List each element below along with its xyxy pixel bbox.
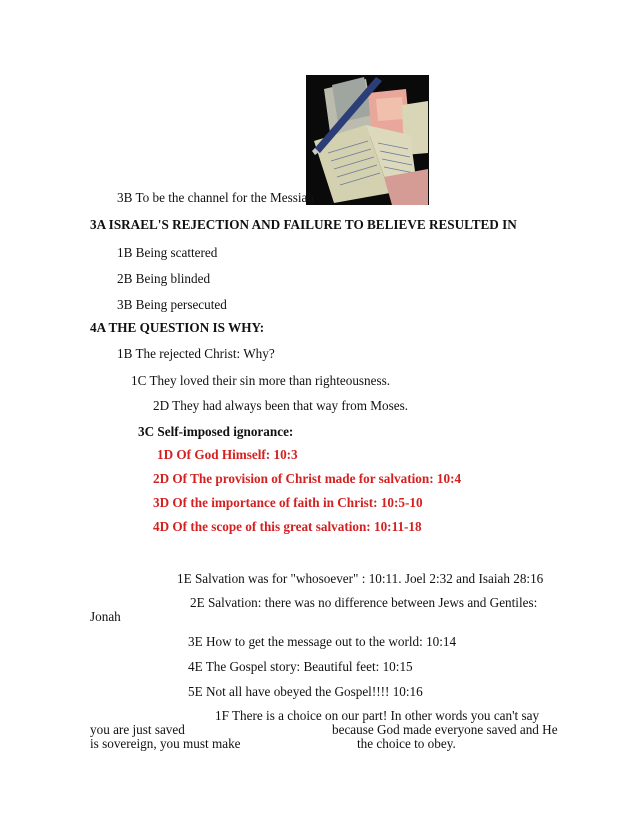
outline-item-1b-scattered: 1B Being scattered	[117, 245, 218, 260]
outline-item-1f-line2b: because God made everyone saved and He	[332, 722, 558, 737]
outline-item-1f-line3a: is sovereign, you must make	[90, 736, 241, 751]
notebook-photo	[306, 75, 429, 205]
outline-item-1f-line3b: the choice to obey.	[357, 736, 456, 751]
outline-item-3c: 3C Self-imposed ignorance:	[138, 424, 294, 439]
outline-item-1f-line2a: you are just saved	[90, 722, 185, 737]
outline-item-4e: 4E The Gospel story: Beautiful feet: 10:15	[188, 659, 413, 674]
outline-item-3b-persecuted: 3B Being persecuted	[117, 297, 227, 312]
outline-item-3b-messiah: 3B To be the channel for the Messiah	[117, 190, 314, 205]
outline-item-1e: 1E Salvation was for "whosoever" : 10:11. Joel 2:32 and Isaiah 28:16	[177, 571, 544, 586]
outline-item-2d: 2D Of The provision of Christ made for salvation: 10:4	[153, 471, 462, 486]
outline-heading-4a: 4A THE QUESTION IS WHY:	[90, 320, 265, 335]
notebook-photo-icon	[306, 75, 429, 205]
outline-item-2e: 2E Salvation: there was no difference between Jews and Gentiles:	[190, 595, 538, 610]
outline-item-2e-continued: Jonah	[90, 609, 121, 624]
outline-item-3e: 3E How to get the message out to the world: 10:14	[188, 634, 457, 649]
outline-item-1b-rejected-christ: 1B The rejected Christ: Why?	[117, 346, 275, 361]
outline-item-4d: 4D Of the scope of this great salvation: 10:11-18	[153, 519, 422, 534]
outline-item-2b-blinded: 2B Being blinded	[117, 271, 211, 286]
outline-item-1f: 1F There is a choice on our part! In other words you can't say	[215, 708, 540, 723]
outline-heading-3a: 3A ISRAEL'S REJECTION AND FAILURE TO BELIEVE RESULTED IN	[90, 217, 517, 232]
outline-item-1d: 1D Of God Himself: 10:3	[157, 447, 298, 462]
outline-item-5e: 5E Not all have obeyed the Gospel!!!! 10:16	[188, 684, 423, 699]
outline-item-3d: 3D Of the importance of faith in Christ: 10:5-10	[153, 495, 423, 510]
outline-item-1c: 1C They loved their sin more than righteousness.	[131, 373, 391, 388]
outline-item-2d-moses: 2D They had always been that way from Moses.	[153, 398, 409, 413]
